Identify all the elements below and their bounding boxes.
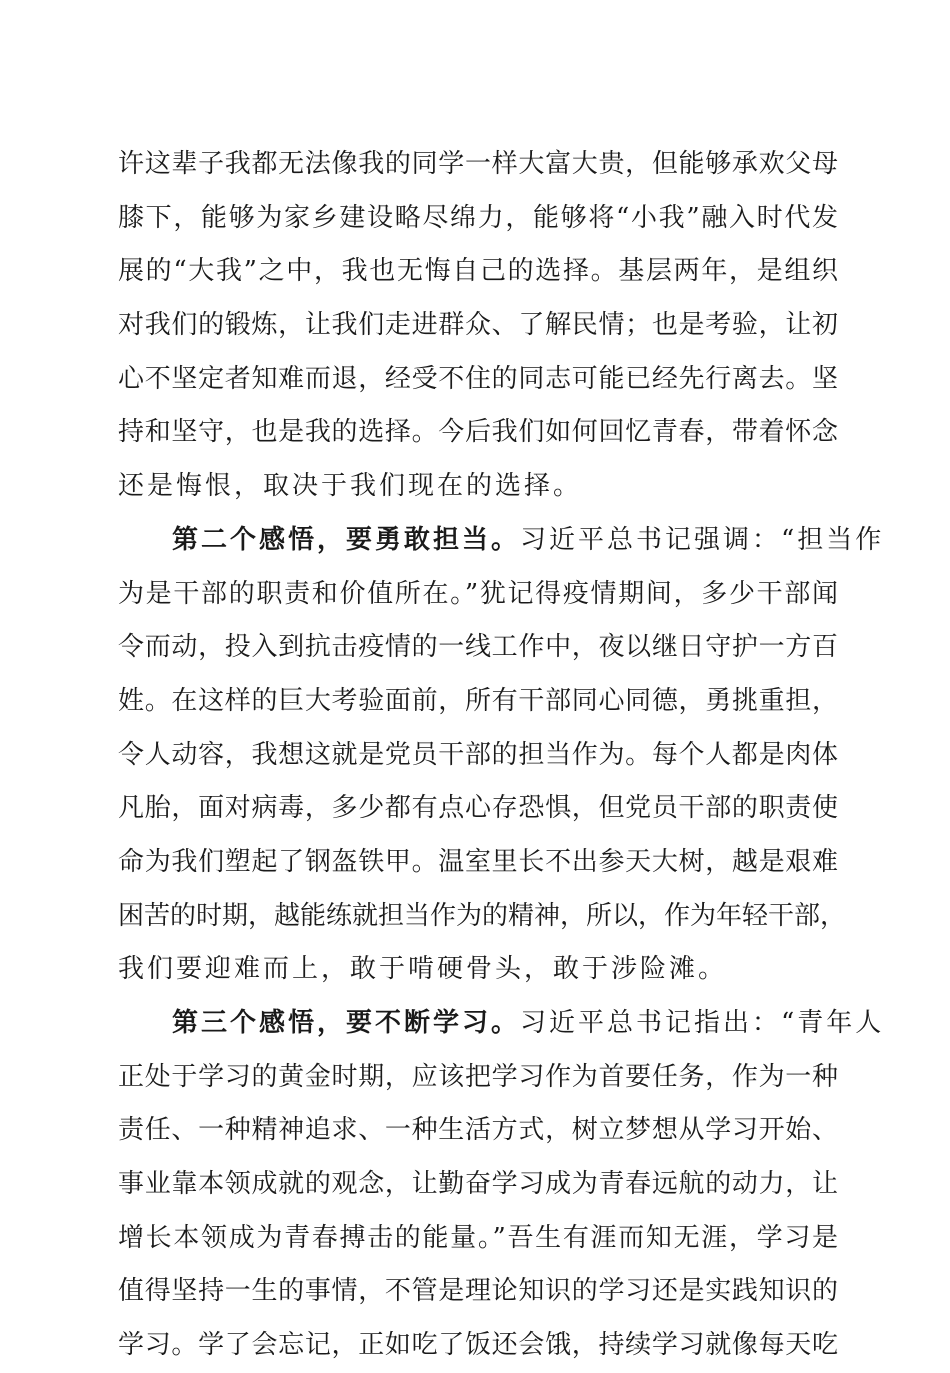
paragraph-lead-text: 习近平总书记指出：“青年人 (520, 1008, 885, 1038)
paragraph-responsibility (118, 514, 885, 997)
text-line: 许这辈子我都无法像我的同学一样大富大贵，但能够承欢父母 (118, 149, 838, 179)
text-line: 增长本领成为青春搏击的能量。”吾生有涯而知无涯，学习是 (118, 1222, 838, 1253)
text-line: 我们要迎难而上，敢于啃硬骨头，敢于涉险滩。 (118, 954, 728, 985)
text-line: 姓。在这样的巨大考验面前，所有干部同心同德，勇挑重担， (118, 685, 838, 716)
text-line: 展的“大我”之中，我也无悔自己的选择。基层两年，是组织 (118, 256, 838, 287)
text-line: 对我们的锻炼，让我们走进群众、了解民情；也是考验，让初 (118, 310, 838, 341)
paragraph-heading: 第二个感悟，要勇敢担当。 (172, 524, 521, 555)
text-line: 凡胎，面对病毒，多少都有点心存恐惧，但党员干部的职责使 (118, 793, 838, 824)
text-line: 令而动，投入到抗击疫情的一线工作中，夜以继日守护一方百 (118, 632, 838, 663)
text-line: 命为我们塑起了钢盔铁甲。温室里长不出参天大树，越是艰难 (118, 846, 838, 877)
paragraph-heading: 第三个感悟，要不断学习。 (172, 1008, 521, 1038)
text-line: 责任、一种精神追求、一种生活方式，树立梦想从学习开始、 (118, 1115, 838, 1146)
text-line: 心不坚定者知难而退，经受不住的同志可能已经先行离去。坚 (118, 363, 838, 394)
text-line: 值得坚持一生的事情，不管是理论知识的学习还是实践知识的 (118, 1276, 838, 1307)
text-line: 令人动容，我想这就是党员干部的担当作为。每个人都是肉体 (118, 739, 838, 770)
text-line: 困苦的时期，越能练就担当作为的精神，所以，作为年轻干部， (118, 900, 847, 931)
text-line: 正处于学习的黄金时期，应该把学习作为首要任务，作为一种 (118, 1061, 838, 1092)
text-line: 膝下，能够为家乡建设略尽绵力，能够将“小我”融入时代发 (118, 202, 838, 233)
text-line: 为是干部的职责和价值所在。”犹记得疫情期间，多少干部闻 (118, 578, 838, 609)
paragraph-lead-line (118, 514, 885, 568)
text-line: 学习。学了会忘记，正如吃了饭还会饿，持续学习就像每天吃 (118, 1330, 838, 1361)
text-line: 还是悔恨，取决于我们现在的选择。 (118, 471, 583, 502)
paragraph-choice (118, 138, 838, 514)
document-page (118, 138, 885, 1373)
paragraph-lead-line (118, 997, 885, 1051)
text-line: 持和坚守，也是我的选择。今后我们如何回忆青春，带着怀念 (118, 417, 838, 448)
text-line: 事业靠本领成就的观念，让勤奋学习成为青春远航的动力，让 (118, 1169, 838, 1200)
paragraph-lead-text: 习近平总书记强调：“担当作 (520, 524, 885, 555)
paragraph-learning (118, 997, 885, 1373)
